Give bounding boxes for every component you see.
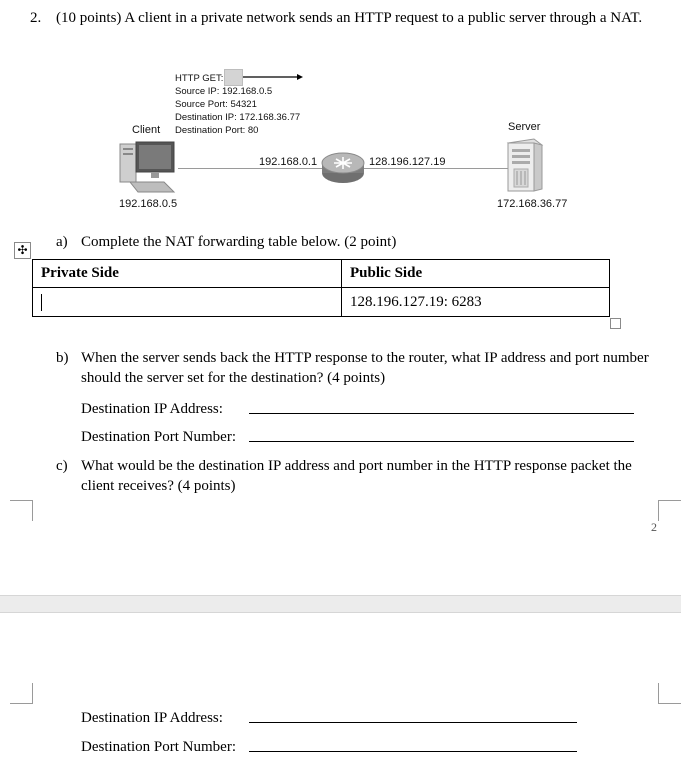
private-side-cell[interactable]	[33, 288, 342, 317]
next-dest-port-number-label: Destination Port Number:	[81, 739, 236, 755]
client-ip: 192.168.0.5	[119, 198, 178, 210]
header-public-side: Public Side	[342, 260, 610, 288]
table-row	[33, 288, 610, 317]
dest-ip-label: Destination IP: 172.168.36.77	[175, 112, 301, 123]
table-move-handle-icon[interactable]: ✣	[14, 242, 31, 259]
router-public-ip: 128.196.127.19	[369, 156, 446, 168]
page-number: 2	[651, 520, 657, 534]
part-c-letter: c)	[56, 458, 68, 474]
dest-ip-address-label: Destination IP Address:	[81, 401, 223, 417]
next-dest-ip-address-label: Destination IP Address:	[81, 710, 223, 726]
question-number: 2.	[30, 10, 42, 26]
next-dest-ip-answer-line[interactable]	[249, 722, 577, 723]
page-corner-mark	[658, 500, 681, 521]
request-arrow	[243, 71, 305, 83]
source-port-label: Source Port: 54321	[175, 99, 257, 110]
server-ip: 172.168.36.77	[497, 198, 568, 210]
router-private-ip: 192.168.0.1	[259, 156, 318, 168]
part-b-text: When the server sends back the HTTP response to the router, what IP address and port number should the server set for the destination? (4 points)	[81, 350, 649, 386]
server-label: Server	[508, 121, 541, 133]
page-corner-mark	[658, 683, 681, 704]
dest-port-answer-line[interactable]	[249, 441, 634, 442]
nat-table	[32, 259, 610, 317]
page-corner-mark	[10, 683, 33, 704]
client-computer-icon	[118, 138, 180, 198]
table-resize-handle[interactable]	[610, 318, 621, 329]
page-break-gap	[0, 595, 681, 613]
dest-ip-answer-line[interactable]	[249, 413, 634, 414]
client-label: Client	[132, 124, 161, 136]
next-dest-port-answer-line[interactable]	[249, 751, 577, 752]
part-b-letter: b)	[56, 350, 69, 366]
packet-icon	[224, 69, 243, 86]
nat-table-header-row	[33, 260, 610, 288]
http-get-label: HTTP GET:	[175, 73, 224, 84]
part-c-text: What would be the destination IP address and port number in the HTTP response packet the client receives? (4 points)	[81, 458, 632, 494]
text-cursor	[41, 294, 42, 311]
question-text: (10 points) A client in a private network sends an HTTP request to a public server through a NAT.	[56, 10, 643, 26]
dest-port-label: Destination Port: 80	[175, 125, 259, 136]
dest-port-number-label: Destination Port Number:	[81, 429, 236, 445]
source-ip-label: Source IP: 192.168.0.5	[175, 86, 273, 97]
router-icon	[320, 151, 366, 185]
server-icon	[504, 137, 546, 193]
header-private-side: Private Side	[33, 260, 342, 288]
part-a-letter: a)	[56, 234, 68, 250]
part-a-text: Complete the NAT forwarding table below. (2 point)	[81, 234, 397, 250]
page-corner-mark	[10, 500, 33, 521]
public-side-cell[interactable]: 128.196.127.19: 6283	[342, 288, 610, 317]
